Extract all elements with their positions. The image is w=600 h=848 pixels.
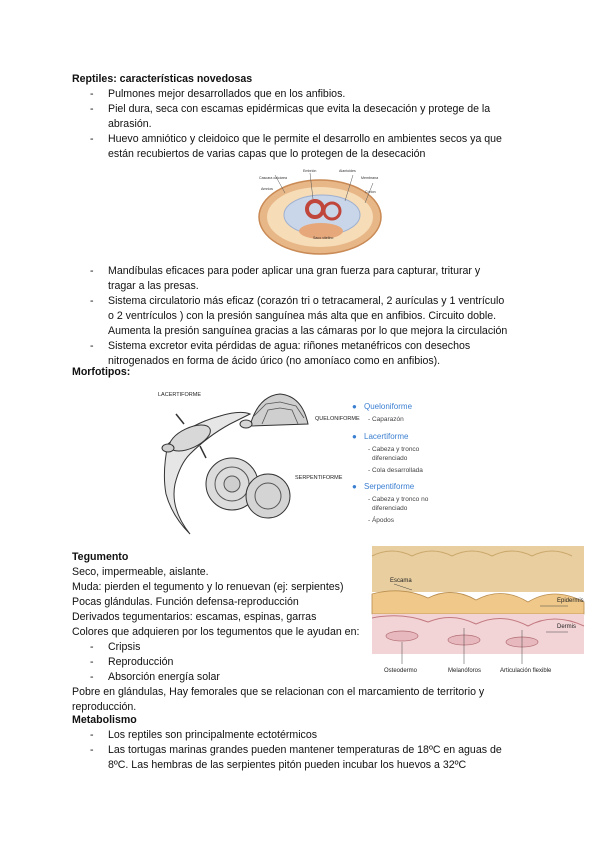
paragraph-line: Seco, impermeable, aislante. — [72, 566, 209, 578]
egg-label: Corion — [365, 190, 376, 194]
egg-label: Membrana — [361, 176, 379, 180]
bullet-dot: ● — [352, 432, 357, 441]
skin-label-osteoderm: Osteodermo — [384, 668, 418, 674]
morphotypes-illustration — [150, 384, 360, 544]
legend-detail: - Cabeza y tronco no — [368, 496, 429, 503]
legend-detail: - Caparazón — [368, 416, 404, 423]
section-heading-morfotipos: Morfotipos: — [72, 366, 131, 378]
skin-label-epidermis: Epidermis — [557, 598, 584, 604]
egg-label: Saco vitelino — [313, 236, 334, 240]
bullet-dot: ● — [352, 482, 357, 491]
skin-label-melanophores: Melanóforos — [448, 668, 482, 674]
morphotype-label-queloniforme: QUELONIFORME — [315, 416, 360, 422]
legend-detail: - Cabeza y tronco — [368, 446, 420, 453]
egg-label: Alantoides — [339, 169, 356, 173]
legend-detail: diferenciado — [372, 505, 408, 512]
legend-title: Serpentiforme — [364, 482, 415, 491]
egg-label: Embrión — [303, 169, 317, 173]
paragraph-line: Colores que adquieren por los tegumentos que le ayudan en: — [72, 626, 360, 638]
skin-label-dermis: Dermis — [557, 624, 576, 630]
skin-label-scale: Escama — [390, 578, 412, 584]
amniotic-egg-illustration — [255, 163, 385, 258]
section-heading-metabolismo: Metabolismo — [72, 714, 137, 726]
paragraph-line: Derivados tegumentarios: escamas, espinas, garras — [72, 611, 317, 623]
morphotype-label-serpentiforme: SERPENTIFORME — [295, 475, 343, 481]
skin-cross-section-illustration — [372, 546, 584, 680]
paragraph-line: Muda: pierden el tegumento y lo renuevan (ej: serpientes) — [72, 581, 344, 593]
section-heading-tegumento: Tegumento — [72, 551, 129, 563]
paragraph-line: Pocas glándulas. Función defensa-reproducción — [72, 596, 299, 608]
morphotype-label-lacertiforme: LACERTIFORME — [158, 392, 201, 398]
egg-label: Amnios — [261, 187, 273, 191]
bullet-dot: ● — [352, 402, 357, 411]
paragraph-line: reproducción. — [72, 701, 137, 713]
legend-title: Lacertiforme — [364, 432, 409, 441]
legend-title: Queloniforme — [364, 402, 413, 411]
section-heading-reptiles: Reptiles: características novedosas — [72, 73, 253, 85]
legend-detail: diferenciado — [372, 455, 408, 462]
legend-detail: - Cola desarrollada — [368, 467, 423, 474]
legend-detail: - Ápodos — [368, 517, 395, 524]
egg-label: Cascara calcárea — [259, 176, 287, 180]
skin-label-joint: Articulación flexible — [500, 668, 552, 674]
paragraph-line: Pobre en glándulas, Hay femorales que se relacionan con el marcamiento de territorio y — [72, 686, 485, 698]
